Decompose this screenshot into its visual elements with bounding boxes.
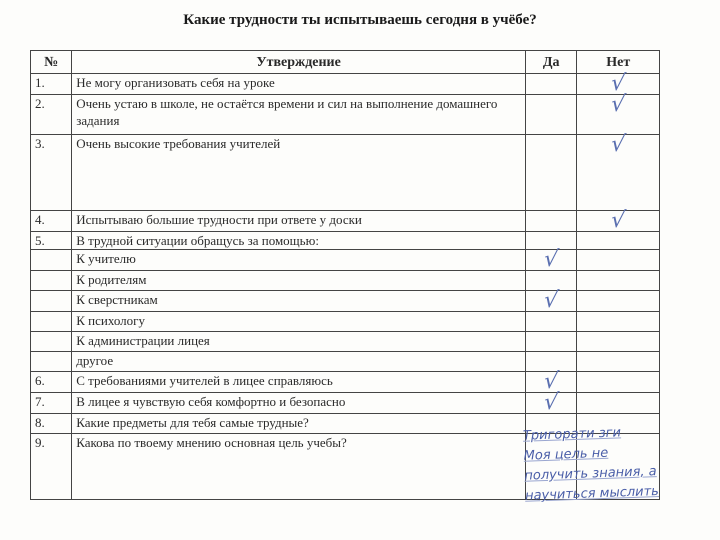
table-row xyxy=(31,393,660,414)
row-statement: Какие предметы для тебя самые трудные? xyxy=(72,414,526,434)
handwritten-answer-9-line: научиться мыслить xyxy=(524,484,660,504)
header-no: Нет xyxy=(577,51,660,74)
handwritten-answer-9-line: получить знания, а xyxy=(524,464,657,484)
handwritten-answer-8: Тригорати зги xyxy=(522,425,622,444)
row-number: 6. xyxy=(31,372,72,393)
table-row xyxy=(31,250,660,271)
checkmark-icon: √ xyxy=(609,71,628,96)
page-title: Какие трудности ты испытываешь сегодня в учёбе? xyxy=(183,12,537,28)
handwritten-answer-9-line: Моя цель не xyxy=(523,445,609,464)
table-row xyxy=(31,271,660,291)
row-number xyxy=(31,332,72,352)
no-cell xyxy=(577,250,660,271)
table-row xyxy=(31,372,660,393)
table-row xyxy=(31,352,660,372)
row-statement: К родителям xyxy=(72,271,526,291)
row-number: 5. xyxy=(31,232,72,250)
row-number xyxy=(31,312,72,332)
row-statement: С требованиями учителей в лицее справляюсь xyxy=(72,372,526,393)
row-number xyxy=(31,291,72,312)
yes-cell xyxy=(525,390,577,415)
row-number: 9. xyxy=(31,434,72,500)
row-statement: Испытываю большие трудности при ответе у доски xyxy=(72,211,526,232)
no-cell xyxy=(577,132,660,211)
yes-cell xyxy=(525,332,577,352)
checkmark-icon: √ xyxy=(609,132,628,157)
row-statement: В трудной ситуации обращусь за помощью: xyxy=(72,232,526,250)
row-statement: другое xyxy=(72,352,526,372)
yes-cell xyxy=(525,135,577,211)
table-row xyxy=(31,232,660,250)
row-statement: Очень устаю в школе, не остаётся времени и сил на выполнение домашнего задания xyxy=(72,95,526,135)
table-row xyxy=(31,291,660,312)
row-statement: Какова по твоему мнению основная цель учебы? xyxy=(72,434,526,500)
row-statement: Очень высокие требования учителей xyxy=(72,135,526,211)
row-number: 3. xyxy=(31,135,72,211)
no-cell xyxy=(577,291,660,312)
header-statement: Утверждение xyxy=(72,51,526,74)
yes-cell xyxy=(525,312,577,332)
no-cell xyxy=(577,393,660,414)
row-number: 4. xyxy=(31,211,72,232)
no-cell xyxy=(577,352,660,372)
row-statement: К учителю xyxy=(72,250,526,271)
checkmark-icon: √ xyxy=(609,92,628,117)
table-row xyxy=(31,135,660,211)
yes-cell xyxy=(525,95,577,135)
no-cell xyxy=(577,208,660,233)
row-statement: К администрации лицея xyxy=(72,332,526,352)
no-cell xyxy=(577,332,660,352)
yes-cell xyxy=(525,247,577,272)
no-cell xyxy=(577,372,660,393)
handwritten-answers xyxy=(523,421,682,506)
yes-cell xyxy=(525,74,577,95)
checkmark-icon: √ xyxy=(542,288,561,313)
table-row xyxy=(31,332,660,352)
row-statement: К сверстникам xyxy=(72,291,526,312)
row-number: 8. xyxy=(31,414,72,434)
row-number xyxy=(31,352,72,372)
yes-cell xyxy=(525,211,577,232)
no-cell xyxy=(577,232,660,250)
table-row xyxy=(31,95,660,135)
table-row xyxy=(31,312,660,332)
no-cell xyxy=(577,312,660,332)
checkmark-icon: √ xyxy=(542,247,561,272)
row-number xyxy=(31,250,72,271)
row-statement: Не могу организовать себя на уроке xyxy=(72,74,526,95)
table-row xyxy=(31,74,660,95)
row-statement: К психологу xyxy=(72,312,526,332)
row-statement: В лицее я чувствую себя комфортно и безопасно xyxy=(72,393,526,414)
table-row xyxy=(31,211,660,232)
no-cell xyxy=(577,271,660,291)
row-number: 7. xyxy=(31,393,72,414)
yes-cell xyxy=(525,288,577,313)
checkmark-icon: √ xyxy=(542,369,561,394)
header-yes: Да xyxy=(525,51,577,74)
no-cell xyxy=(577,92,660,135)
checkmark-icon: √ xyxy=(609,208,628,233)
row-number: 2. xyxy=(31,95,72,135)
header-num: № xyxy=(31,51,72,74)
checkmark-icon: √ xyxy=(542,390,561,415)
table-header-row xyxy=(31,51,660,74)
row-number: 1. xyxy=(31,74,72,95)
row-number xyxy=(31,271,72,291)
